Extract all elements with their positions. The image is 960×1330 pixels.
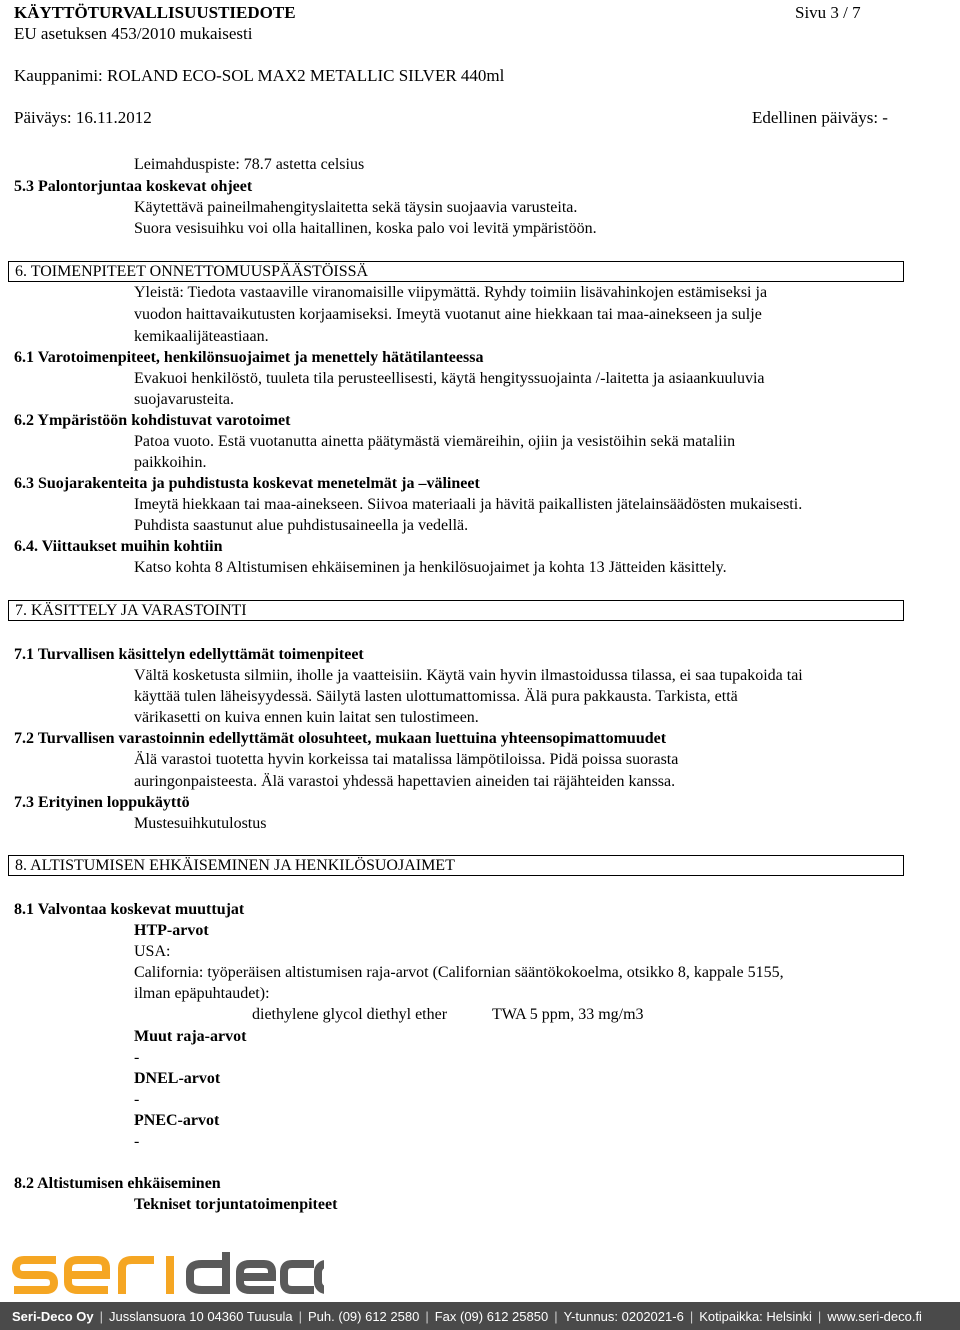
california-line2: ilman epäpuhtaudet): [134, 985, 270, 1002]
footer-website[interactable]: www.seri-deco.fi [827, 1309, 922, 1324]
other-limits-dash: - [134, 1049, 140, 1066]
text-7-3-line1: Mustesuihkutulostus [134, 815, 267, 832]
twa-value: TWA 5 ppm, 33 mg/m3 [492, 1006, 644, 1023]
footer-fax: Fax (09) 612 25850 [434, 1309, 549, 1324]
heading-8-1: 8.1 Valvontaa koskevat muuttujat [14, 901, 245, 918]
text-7-1-line2: käyttää tulen läheisyydessä. Säilytä lasten ulottumattomissa. Älä pura pakkausta. Tarkista, että [134, 688, 738, 705]
footer-contact: Seri-Deco Oy | Jusslansuora 10 04360 Tuusula | Puh. (09) 612 2580 | Fax (09) 612 25850 | Y-tunnus: 0202021-6 | Kotipaikka: Helsinki | www.seri-deco.fi [12, 1309, 922, 1324]
text-6-3-line2: Puhdista saastunut alue puhdistusaineella ja vedellä. [134, 517, 469, 534]
trade-name: Kauppanimi: ROLAND ECO-SOL MAX2 METALLIC SILVER 440ml [14, 66, 505, 85]
text-6-4-line1: Katso kohta 8 Altistumisen ehkäiseminen ja henkilösuojaimet ja kohta 13 Jätteiden käsittely. [134, 559, 727, 576]
text-5-3-line2: Suora vesisuihku voi olla haitallinen, koska palo voi levitä ympäristöön. [134, 220, 597, 237]
section-8-title: 8. ALTISTUMISEN EHKÄISEMINEN JA HENKILÖSUOJAIMET [15, 857, 455, 874]
text-6-1-line2: suojavarusteita. [134, 391, 234, 408]
footer-phone: Puh. (09) 612 2580 [308, 1309, 420, 1324]
heading-7-2: 7.2 Turvallisen varastoinnin edellyttämät olosuhteet, mukaan luettuina yhteensopimattomuudet [14, 730, 667, 747]
heading-8-2: 8.2 Altistumisen ehkäiseminen [14, 1175, 221, 1192]
text-6-2-line1: Patoa vuoto. Estä vuotanutta ainetta päätymästä viemäreihin, ojiin ja vesistöihin sekä mataliin [134, 433, 736, 450]
htp-values-heading: HTP-arvot [134, 922, 209, 939]
heading-7-1: 7.1 Turvallisen käsittelyn edellyttämät toimenpiteet [14, 646, 364, 663]
text-6-2-line2: paikkoihin. [134, 454, 207, 471]
heading-6-4: 6.4. Viittaukset muihin kohtiin [14, 538, 223, 555]
dnel-heading: DNEL-arvot [134, 1070, 221, 1087]
section-6-header-box [8, 261, 904, 282]
substance-name: diethylene glycol diethyl ether [252, 1006, 448, 1023]
pnec-heading: PNEC-arvot [134, 1112, 220, 1129]
flash-point-text: Leimahduspiste: 78.7 astetta celsius [134, 156, 365, 173]
footer-company: Seri-Deco Oy [12, 1309, 94, 1324]
page-number: Sivu 3 / 7 [795, 3, 861, 22]
text-7-2-line1: Älä varastoi tuotetta hyvin korkeissa tai matalissa lämpötiloissa. Pidä poissa suorasta [134, 751, 679, 768]
footer-ytunnus: Y-tunnus: 0202021-6 [563, 1309, 684, 1324]
seri-deco-logo [12, 1252, 324, 1298]
section-7-title: 7. KÄSITTELY JA VARASTOINTI [15, 602, 247, 619]
footer-address: Jusslansuora 10 04360 Tuusula [109, 1309, 293, 1324]
document-title: KÄYTTÖTURVALLISUUSTIEDOTE [14, 3, 296, 22]
heading-6-1: 6.1 Varotoimenpiteet, henkilönsuojaimet ja menettely hätätilanteessa [14, 349, 484, 366]
other-limits-heading: Muut raja-arvot [134, 1028, 247, 1045]
pnec-dash: - [134, 1133, 140, 1150]
section-6-title: 6. TOIMENPITEET ONNETTOMUUSPÄÄSTÖISSÄ [15, 263, 369, 280]
california-line1: California: työperäisen altistumisen raja-arvot (Californian sääntökokoelma, otsikko 8, kappale 5155, [134, 964, 784, 981]
section-7-header-box [8, 600, 904, 621]
heading-5-3: 5.3 Palontorjuntaa koskevat ohjeet [14, 178, 253, 195]
usa-label: USA: [134, 943, 171, 960]
text-6-general-line1: Yleistä: Tiedota vastaaville viranomaisille viipymättä. Ryhdy toimiin lisävahinkojen estämiseksi ja [134, 284, 768, 301]
footer-kotipaikka: Kotipaikka: Helsinki [699, 1309, 812, 1324]
heading-6-2: 6.2 Ympäristöön kohdistuvat varotoimet [14, 412, 291, 429]
section-8-header-box [8, 855, 904, 876]
regulation-text: EU asetuksen 453/2010 mukaisesti [14, 24, 253, 43]
document-date: Päiväys: 16.11.2012 [14, 108, 152, 127]
dnel-dash: - [134, 1091, 140, 1108]
text-5-3-line1: Käytettävä paineilmahengityslaitetta sekä täysin suojaavia varusteita. [134, 199, 578, 216]
technical-controls-heading: Tekniset torjuntatoimenpiteet [134, 1196, 338, 1213]
text-6-3-line1: Imeytä hiekkaan tai maa-ainekseen. Siivoa materiaali ja hävitä paikallisten jätelainsäädösten mukaisesti. [134, 496, 803, 513]
previous-date: Edellinen päiväys: - [752, 108, 888, 127]
text-7-2-line2: auringonpaisteesta. Älä varastoi yhdessä hapettavien aineiden tai räjähteiden kanssa. [134, 773, 676, 790]
text-7-1-line3: värikasetti on kuiva ennen kuin laitat sen tulostimeen. [134, 709, 479, 726]
text-6-1-line1: Evakuoi henkilöstö, tuuleta tila perusteellisesti, käytä hengityssuojainta /-laitetta ja asiaankuuluvia [134, 370, 765, 387]
text-6-general-line2: vuodon haittavaikutusten korjaamiseksi. Imeytä vuotanut aine hiekkaan tai maa-ainekseen ja sulje [134, 306, 762, 323]
text-7-1-line1: Vältä kosketusta silmiin, iholle ja vaatteisiin. Käytä vain hyvin ilmastoidussa tilassa, ei saa tupakoida tai [134, 667, 803, 684]
heading-7-3: 7.3 Erityinen loppukäyttö [14, 794, 190, 811]
text-6-general-line3: kemikaalijäteastiaan. [134, 328, 269, 345]
heading-6-3: 6.3 Suojarakenteita ja puhdistusta koskevat menetelmät ja –välineet [14, 475, 480, 492]
